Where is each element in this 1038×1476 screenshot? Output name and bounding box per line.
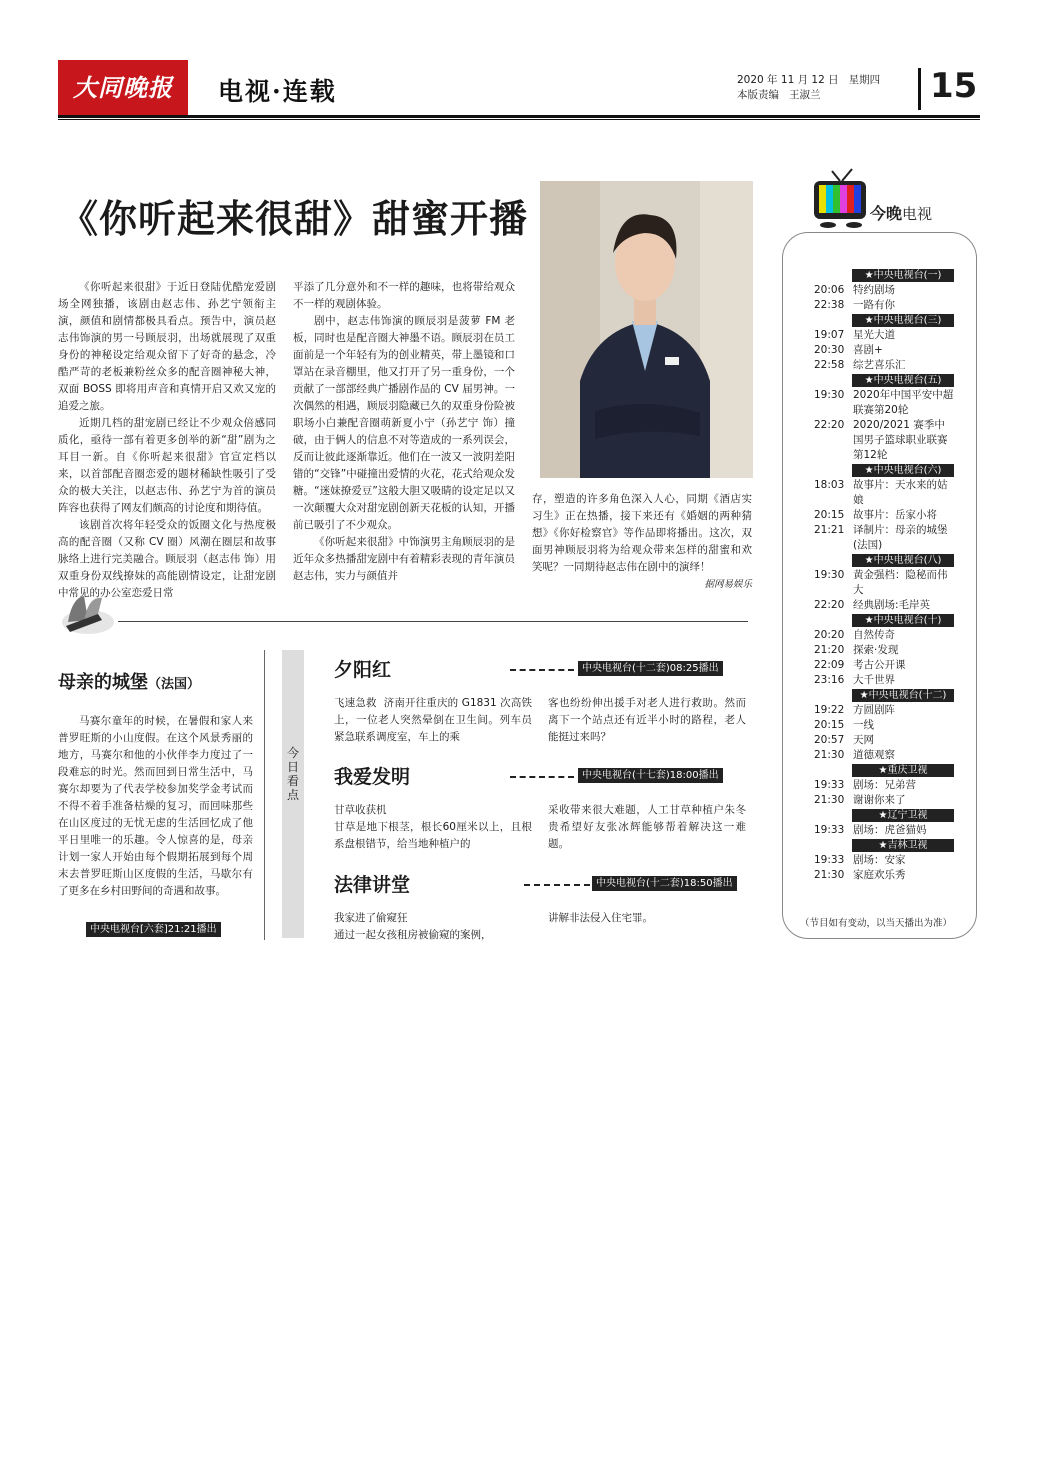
tv-schedule-row: [814, 328, 954, 343]
tv-time: 22:09: [814, 659, 845, 671]
tv-time: 20:20: [814, 629, 845, 641]
tv-time: 21:21: [814, 524, 845, 536]
headline: 《你听起来很甜》甜蜜开播: [60, 196, 529, 241]
tv-schedule-list: [814, 268, 954, 883]
article-paragraph: 近期几档的甜宠剧已经让不少观众倍感同质化，亟待一部有着更多创举的新“甜”剧为之耳目一新。自《你听起来很甜》官宣定档以来，以首部配音圈恋爱的题材稀缺性吸引了受众的极大关注，以赵志伟、孙艺宁为首的演员阵容也获得了网友们颇高的讨论度和期待值。: [58, 417, 276, 514]
tv-schedule-row: [814, 388, 954, 418]
tv-channel-header: ★中央电视台(十): [852, 614, 954, 627]
tv-program: 考古公开课: [853, 659, 906, 671]
date: 2020 年 11 月 12 日 星期四: [737, 74, 881, 86]
tv-channel-header: ★中央电视台(六): [852, 464, 954, 477]
program-dash-rule: [510, 776, 574, 778]
tv-program: 自然传奇: [853, 629, 895, 641]
article-paragraph: 存，塑造的许多角色深入人心，同期《酒店实习生》正在热播，接下来还有《婚姻的两种猜想》《你好检察官》等作品即将播出。这次，双面男神顾辰羽将为给观众带来怎样的甜蜜和欢笑呢？一同期待赵志伟在剧中的演绎！: [532, 493, 752, 573]
column-divider: [264, 650, 265, 940]
tv-program: 黄金强档：隐秘而伟大: [853, 569, 948, 596]
tv-program: 故事片：岳家小将: [853, 509, 937, 521]
tv-channel-header: ★中央电视台(八): [852, 554, 954, 567]
article-column-2: [293, 279, 515, 585]
program-title: 法律讲堂: [334, 874, 411, 896]
tv-channel-header: ★吉林卫视: [852, 839, 954, 852]
tv-time: 20:57: [814, 734, 845, 746]
section-divider: [118, 621, 748, 622]
article-column-1: [58, 279, 276, 602]
tv-program: 探索·发现: [853, 644, 899, 656]
program-airtime: 中央电视台(十二套)18:50播出: [592, 876, 737, 891]
tv-channel-header: ★中央电视台(三): [852, 314, 954, 327]
tv-time: 22:20: [814, 599, 845, 611]
program-airtime: 中央电视台(十二套)08:25播出: [578, 661, 723, 676]
tv-time: 19:22: [814, 704, 845, 716]
tv-schedule-row: [814, 568, 954, 598]
movie-airtime: 中央电视台[六套]21:21播出: [86, 922, 221, 937]
today-highlights-tab: [282, 650, 304, 938]
tv-program: 经典剧场:毛岸英: [853, 599, 931, 611]
article-paragraph: 剧中，赵志伟饰演的顾辰羽是菠萝 FM 老板，同时也是配音圈大神墨不语。顾辰羽在员工面前是一个年轻有为的创业精英，带上墨镜和口罩站在录音棚里，他又打开了另一重身份，一个贡献了一部部经典广播剧作品的 CV 届男神。一次偶然的相遇，顾辰羽隐藏已久的双重身份险被职场小白兼配音圈萌新夏小宁（孙艺宁 饰）撞破，由于俩人的信息不对等造成的一系列误会，反而让彼此逐渐靠近。他们在一波又一波阴差阳错的“交锋”中碰撞出爱情的火花，花式给观众发糖。“迷妹撩爱豆”这般大胆又吸睛的设定足以又一次颠覆大众对甜宠剧创新天花板的认知，开播前已吸引了不少观众。: [293, 315, 515, 531]
program-description: 甘草收获机 甘草是地下根茎，根长60厘米以上，且根系盘根错节，给当地种植户的: [334, 804, 532, 850]
tv-program: 方圆剧阵: [853, 704, 895, 716]
tv-schedule-row: [814, 703, 954, 718]
tv-time: 19:30: [814, 569, 845, 581]
program-title: 夕阳红: [334, 659, 392, 681]
tv-time: 20:15: [814, 719, 845, 731]
tv-time: 22:20: [814, 419, 845, 431]
today-highlights-label: 今日看点: [286, 746, 299, 802]
article-column-3: [532, 491, 752, 593]
tv-schedule-row: [814, 628, 954, 643]
tv-program: 特约剧场: [853, 284, 895, 296]
tv-time: 20:15: [814, 509, 845, 521]
tv-program: 剧场：安家: [853, 854, 906, 866]
article-paragraph: 《你听起来很甜》中饰演男主角顾辰羽的是近年众多热播甜宠剧中有着精彩表现的青年演员赵志伟，实力与颜值并: [293, 536, 515, 582]
program-dash-rule: [524, 884, 590, 886]
tv-program: 译制片：母亲的城堡(法国): [853, 524, 948, 551]
tv-program: 家庭欢乐秀: [853, 869, 906, 881]
tv-title-tv: 电视: [902, 205, 933, 223]
dateline: [737, 73, 880, 103]
movie-synopsis: [58, 713, 253, 900]
movie-body: 马赛尔童年的时候，在暑假和家人来普罗旺斯的小山度假。在这个风景秀丽的地方，马赛尔和他的小伙伴李力度过了一段难忘的时光。然而回到日常生活中，马赛尔却要为了代表学校参加奖学金考试而不得不着手准备枯燥的复习，而回味那些在山区度过的无忧无虑的生活回忆成了他平日里唯一的乐趣。令人惊喜的是，母亲计划一家人开始由每个假期拓展到每个周末去普罗旺斯山区度假的生活，马歇尔有了更多在乡村田野间的奇遇和故事。: [58, 715, 253, 897]
program-description: 采收带来很大难题，人工甘草种植户朱冬贵希望好友张冰辉能够帮着解决这一难题。: [548, 804, 746, 850]
tv-time: 20:30: [814, 344, 845, 356]
page-separator: [918, 68, 921, 110]
tv-schedule-note: （节目如有变动，以当天播出为准）: [800, 918, 953, 929]
movie-country: （法国）: [148, 677, 201, 692]
tv-title-tonight: 今晚: [870, 204, 903, 223]
tv-time: 19:33: [814, 824, 845, 836]
program-title: 我爱发明: [334, 766, 411, 788]
tv-program: 谢谢你来了: [853, 794, 906, 806]
tv-schedule-row: [814, 718, 954, 733]
tv-time: 22:58: [814, 359, 845, 371]
tv-program: 2020/2021 赛季中国男子篮球职业联赛第12轮: [853, 419, 948, 461]
header-rule-thin: [58, 119, 980, 120]
tv-program: 剧场：虎爸猫妈: [853, 824, 927, 836]
newspaper-logo: 大同晚报: [58, 60, 188, 116]
tv-program: 星光大道: [853, 329, 895, 341]
tv-program: 2020年中国平安中超联赛第20轮: [853, 389, 954, 416]
program-description: 飞速急救 济南开往重庆的 G1831 次高铁上，一位老人突然晕倒在卫生间。列车员紧急联系调度室，车上的乘: [334, 697, 532, 743]
tv-time: 19:33: [814, 779, 845, 791]
article-paragraph: 该剧首次将年轻受众的饭圈文化与热度极高的配音圈（又称 CV 圈）风潮在圈层和故事脉络上进行完美融合。顾辰羽（赵志伟 饰）用双重身份双线撩妹的高能剧情设定，让甜宠剧中常见的办公室恋爱日常: [58, 519, 276, 599]
tv-time: 19:30: [814, 389, 845, 401]
tv-schedule-row: [814, 823, 954, 838]
tv-channel-header: ★辽宁卫视: [852, 809, 954, 822]
tv-program: 大千世界: [853, 674, 895, 686]
tv-schedule-row: [814, 643, 954, 658]
tv-time: 18:03: [814, 479, 845, 491]
tv-program: 天网: [853, 734, 874, 746]
program-airtime: 中央电视台(十七套)18:00播出: [578, 768, 723, 783]
tv-time: 21:20: [814, 644, 845, 656]
byline: 据网易娱乐: [704, 579, 752, 590]
tv-tonight-title: [870, 201, 932, 224]
actor-photo: [540, 181, 753, 478]
tv-channel-header: ★中央电视台(十二): [852, 689, 954, 702]
tv-time: 21:30: [814, 794, 845, 806]
tv-schedule-row: [814, 673, 954, 688]
tv-schedule-row: [814, 658, 954, 673]
tv-channel-header: ★重庆卫视: [852, 764, 954, 777]
tv-time: 21:30: [814, 749, 845, 761]
movie-title-text: 母亲的城堡: [58, 672, 148, 693]
tv-schedule-row: [814, 343, 954, 358]
tv-schedule-row: [814, 868, 954, 883]
tv-schedule-row: [814, 793, 954, 808]
tv-program: 故事片：天水来的姑娘: [853, 479, 948, 506]
tv-channel-header: ★中央电视台(一): [852, 269, 954, 282]
tv-program: 一路有你: [853, 299, 895, 311]
tv-schedule-row: [814, 478, 954, 508]
program-description: 讲解非法侵入住宅罪。: [548, 912, 653, 924]
tv-schedule-row: [814, 358, 954, 373]
article-paragraph: 《你听起来很甜》于近日登陆优酷宠爱剧场全网独播，该剧由赵志伟、孙艺宁领衔主演，颜值和剧情都极具看点。预告中，演员赵志伟饰演的男一号顾辰羽，出场就展现了双重身份的神秘设定给观众留下了好奇的悬念，冷酷严苛的老板兼粉丝众多的配音圈神秘大神，双面 BOSS 即将用声音和真情开启又欢又宠的追爱之旅。: [58, 281, 276, 412]
tv-schedule-row: [814, 853, 954, 868]
tv-icon: [808, 165, 872, 233]
tv-schedule-row: [814, 733, 954, 748]
article-paragraph: 平添了几分意外和不一样的趣味，也将带给观众不一样的观剧体验。: [293, 281, 515, 310]
tv-program: 综艺喜乐汇: [853, 359, 906, 371]
tv-time: 22:38: [814, 299, 845, 311]
tv-channel-header: ★中央电视台(五): [852, 374, 954, 387]
program-dash-rule: [510, 669, 574, 671]
tv-schedule-row: [814, 598, 954, 613]
tv-schedule-row: [814, 418, 954, 463]
movie-title: [58, 668, 200, 694]
film-reel-icon: [58, 592, 118, 640]
tv-program: 一线: [853, 719, 874, 731]
tv-time: 21:30: [814, 869, 845, 881]
header-rule: [58, 115, 980, 118]
tv-program: 道德观察: [853, 749, 895, 761]
tv-schedule-row: [814, 523, 954, 553]
program-description: 客也纷纷伸出援手对老人进行救助。然而离下一个站点还有近半小时的路程，老人能挺过来吗？: [548, 697, 746, 743]
tv-schedule-row: [814, 748, 954, 763]
tv-schedule-row: [814, 778, 954, 793]
tv-program: 剧场：兄弟营: [853, 779, 916, 791]
tv-program: 喜剧+: [853, 344, 883, 356]
tv-time: 23:16: [814, 674, 845, 686]
page-number: 15: [930, 66, 978, 106]
editor: 本版责编 王淑兰: [737, 89, 821, 101]
tv-schedule-row: [814, 283, 954, 298]
program-description: 我家进了偷窥狂 通过一起女孩租房被偷窥的案例，: [334, 912, 492, 941]
tv-schedule-row: [814, 508, 954, 523]
tv-time: 19:07: [814, 329, 845, 341]
tv-time: 20:06: [814, 284, 845, 296]
tv-schedule-row: [814, 298, 954, 313]
tv-time: 19:33: [814, 854, 845, 866]
section-title: 电视·连载: [218, 77, 337, 106]
